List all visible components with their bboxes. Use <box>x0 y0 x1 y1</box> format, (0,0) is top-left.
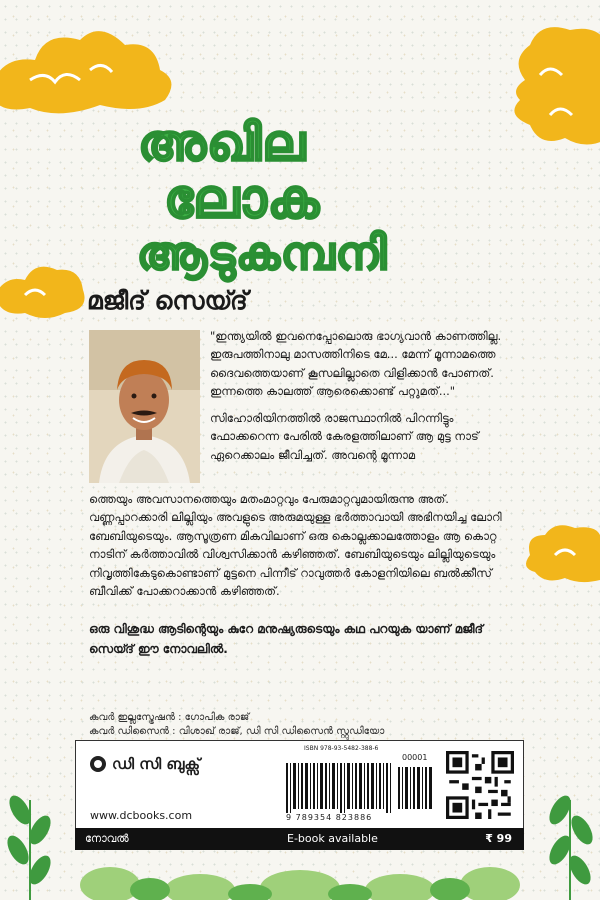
cloud-top-left <box>0 20 180 120</box>
dc-books-logo-icon <box>90 756 106 772</box>
blurb-quote: "ഇന്ത്യയിൽ ഇവനെപ്പോലൊരു ഭാഗ്യവാൻ കാണത്തില്ല. ഇരുപത്തിനാലു മാസത്തിനിടെ മേ... മേന്ന് മൂന്നാമത്തെ ദൈവത്തെയാണ് കൂസലില്ലാതെ വിളിക്കാൻ പോണത്. ഇന്നത്തെ കാലത്ത് ആരെക്കൊണ്ട് പറ്റുമത്..." <box>210 329 502 399</box>
book-title <box>82 114 402 280</box>
isbn-text: ISBN 978-93-5482-388-6 <box>304 745 379 752</box>
credit-illustration: കവർ ഇല്ലസ്ട്രേഷൻ : ഗോപിക രാജ് <box>89 712 250 723</box>
blurb-tagline: ഒരു വിശുദ്ധ ആടിന്റെയും കുറേ മനുഷ്യരുടെയും കഥ പറയുക യാണ് മജീദ് സെയ്ദ് ഈ നോവലിൽ. <box>89 622 484 656</box>
publisher-name: ഡി സി ബുക്സ് <box>112 755 201 773</box>
barcode-number: 9 789354 823886 <box>286 813 373 822</box>
author-name: മജീദ് സെയ്ദ് <box>87 286 248 315</box>
ebook-label: E-book available <box>287 832 378 845</box>
barcode-addon: 00001 <box>402 753 428 762</box>
title-line-3: ആടുകമ്പനി <box>136 226 388 280</box>
publisher-logo <box>90 755 200 773</box>
blurb-paragraph-2: സിഹോരിയിനത്തിൽ രാജസ്ഥാനിൽ പിറന്നിട്ടും ഫോക്കറെന്ന പേരിൽ കേരളത്തിലാണ് ആ മുട്ട നാട് ഏറെക്കാലം ജീവിച്ചത്. അവന്റെ മൂന്നാമ <box>210 411 479 462</box>
author-photo <box>89 330 200 483</box>
blurb-paragraph-3: ത്തെയും അവസാനത്തെയും മതംമാറ്റവും പേരുമാറ്റവുമായിരുന്നു അത്. വണ്ണപ്പാറക്കാരി ലില്ലിയും അവളുടെ അരുമയുള്ള ഭർത്താവായി അഭിനയിച്ച ലോറി ബേബിയുടെയും. ആസൂത്രണ മികവിലാണ് ഒരു കൊല്ലക്കാലത്തോളം ആ കൊറ്റ നാടിന് കർത്താവിൽ വിശ്വസിക്കാൻ കഴിഞ്ഞത്. ബേബിയുടെയും ലില്ലിയുടെയും നിവൃത്തികേടുകൊണ്ടാണ് മുട്ടനെ പിന്നീട് റാവുത്തർ കോളനിയിലെ ബൽക്കീസ് ബീവിക്ക് പോക്കറാക്കാൻ കഴിഞ്ഞത്. <box>89 492 502 598</box>
price-label: ₹ 99 <box>485 832 512 845</box>
title-line-1: അഖില <box>137 114 307 172</box>
qr-code <box>446 751 514 819</box>
barcode-bars <box>286 763 438 813</box>
cloud-mid-left <box>0 255 90 325</box>
cloud-top-right <box>505 20 600 150</box>
publisher-website: www.dcbooks.com <box>90 809 193 822</box>
title-line-2: ലോക <box>164 167 320 230</box>
cloud-mid-right <box>520 520 600 585</box>
credit-design: കവർ ഡിസൈൻ : വിശാഖ് രാജ്, ഡി സി ഡിസൈൻ സ്റ്റുഡിയോ <box>89 726 385 737</box>
genre-label: നോവൽ <box>85 832 129 845</box>
footer-bar <box>75 828 524 850</box>
barcode <box>284 743 440 825</box>
